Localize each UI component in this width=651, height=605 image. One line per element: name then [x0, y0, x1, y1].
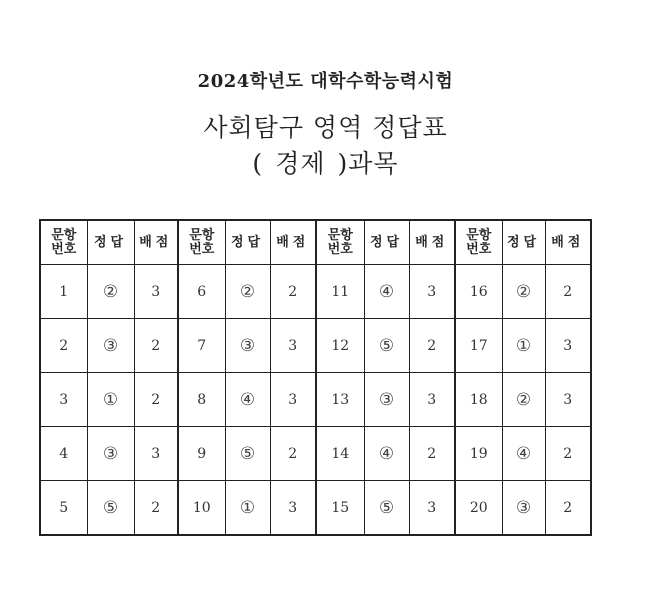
answer-header: 정답 [364, 220, 409, 265]
score-cell: 2 [134, 319, 178, 373]
score-cell: 3 [270, 373, 316, 427]
answer-cell: ③ [364, 373, 409, 427]
answer-cell: ① [87, 373, 134, 427]
answer-cell: ⑤ [364, 319, 409, 373]
answer-header: 정답 [502, 220, 545, 265]
answer-cell: ② [225, 265, 270, 319]
score-cell: 3 [545, 319, 591, 373]
score-cell: 2 [134, 373, 178, 427]
answer-cell: ② [87, 265, 134, 319]
answer-key-table [39, 219, 592, 536]
score-cell: 3 [270, 481, 316, 536]
score-header: 배점 [409, 220, 455, 265]
score-cell: 2 [134, 481, 178, 536]
score-cell: 3 [270, 319, 316, 373]
score-cell: 3 [545, 373, 591, 427]
answer-cell: ③ [225, 319, 270, 373]
subject-title [0, 144, 651, 180]
score-cell: 3 [409, 265, 455, 319]
question-number: 1 [40, 265, 87, 319]
question-number: 20 [455, 481, 502, 536]
score-cell: 2 [409, 427, 455, 481]
question-number-header: 문항 번호 [178, 220, 225, 265]
score-cell: 2 [545, 427, 591, 481]
question-number: 3 [40, 373, 87, 427]
answer-cell: ④ [502, 427, 545, 481]
question-number: 18 [455, 373, 502, 427]
answer-cell: ⑤ [87, 481, 134, 536]
question-number: 5 [40, 481, 87, 536]
question-number: 4 [40, 427, 87, 481]
answer-cell: ④ [225, 373, 270, 427]
answer-cell: ⑤ [364, 481, 409, 536]
question-number: 19 [455, 427, 502, 481]
answer-cell: ① [225, 481, 270, 536]
score-header: 배점 [270, 220, 316, 265]
question-number: 12 [316, 319, 364, 373]
score-header: 배점 [134, 220, 178, 265]
question-number: 9 [178, 427, 225, 481]
question-number: 11 [316, 265, 364, 319]
question-number: 13 [316, 373, 364, 427]
question-number: 6 [178, 265, 225, 319]
question-number: 10 [178, 481, 225, 536]
answer-cell: ② [502, 265, 545, 319]
table-row [40, 427, 591, 481]
answer-cell: ⑤ [225, 427, 270, 481]
score-header: 배점 [545, 220, 591, 265]
question-number: 17 [455, 319, 502, 373]
subject-close: )과목 [337, 149, 399, 178]
question-number-header: 문항 번호 [316, 220, 364, 265]
answer-cell: ④ [364, 427, 409, 481]
question-number: 2 [40, 319, 87, 373]
question-number: 16 [455, 265, 502, 319]
subject-name: 경제 [275, 149, 326, 178]
score-cell: 3 [409, 373, 455, 427]
score-cell: 3 [134, 265, 178, 319]
main-title: 사회탐구 영역 정답표 [203, 113, 448, 142]
question-number: 7 [178, 319, 225, 373]
table-row [40, 319, 591, 373]
table-row [40, 481, 591, 536]
score-cell: 3 [409, 481, 455, 536]
answer-header: 정답 [225, 220, 270, 265]
answer-cell: ② [502, 373, 545, 427]
score-cell: 2 [545, 481, 591, 536]
question-number: 14 [316, 427, 364, 481]
question-number-header: 문항 번호 [40, 220, 87, 265]
answer-cell: ③ [87, 427, 134, 481]
score-cell: 3 [134, 427, 178, 481]
question-number: 8 [178, 373, 225, 427]
answer-cell: ③ [502, 481, 545, 536]
answer-cell: ④ [364, 265, 409, 319]
score-cell: 2 [270, 265, 316, 319]
header-row [40, 220, 591, 265]
table-row [40, 373, 591, 427]
table-row [40, 265, 591, 319]
answer-cell: ③ [87, 319, 134, 373]
answer-cell: ① [502, 319, 545, 373]
question-number: 15 [316, 481, 364, 536]
answer-header: 정답 [87, 220, 134, 265]
score-cell: 2 [270, 427, 316, 481]
exam-year-title: 2024학년도 대학수학능력시험 [197, 71, 454, 92]
question-number-header: 문항 번호 [455, 220, 502, 265]
subject-open-paren: ( [252, 149, 264, 178]
score-cell: 2 [409, 319, 455, 373]
score-cell: 2 [545, 265, 591, 319]
